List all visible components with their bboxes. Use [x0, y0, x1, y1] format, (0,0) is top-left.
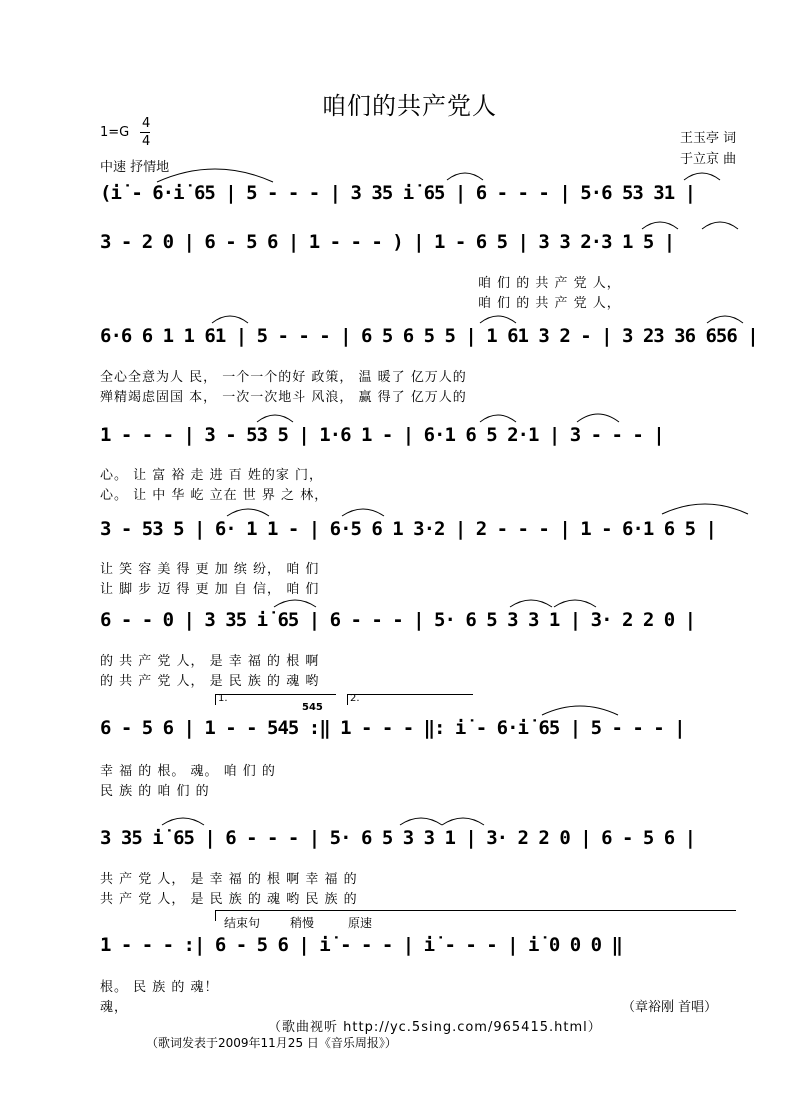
notation-line: 6·6 6 1 1 61 | 5 - - - | 6 5 6 5 5 | 1 61 3 2 - | 3 23 36 656 |	[100, 325, 758, 347]
slur	[478, 311, 518, 325]
slur	[508, 595, 554, 609]
notation-line: (i̇ - 6·i̇ 65 | 5 - - - | 3 35 i̇ 65 | 6 - - - | 5·6 53 31 |	[100, 182, 696, 204]
slur	[398, 813, 444, 827]
score-system-2	[0, 227, 790, 267]
ending-phrase-label: 结束句	[224, 916, 261, 930]
time-signature-line	[140, 132, 150, 133]
singer-credit: （章裕刚 首唱）	[622, 1000, 718, 1015]
slur	[340, 504, 386, 518]
slur	[155, 162, 275, 184]
lyricist-credit: 王玉亭 词	[680, 131, 737, 146]
listen-link-text: （歌曲视听 http://yc.5sing.com/965415.html）	[268, 1020, 602, 1035]
lyric-verse-2: 咱 们 的 共 产 党 人，	[478, 296, 621, 311]
slur	[272, 595, 318, 609]
song-title: 咱们的共产党人	[322, 92, 497, 120]
notation-line: 3 35 i̇ 65 | 6 - - - | 5· 6 5 3 3 1 | 3· 2 2 0 | 6 - 5 6 |	[100, 827, 696, 849]
slur	[540, 701, 620, 717]
slur	[160, 813, 206, 827]
tempo-marking: 中速 抒情地	[100, 160, 170, 175]
lyric-verse-2: 心。 让 中 华 屹 立在 世 界 之 林，	[100, 488, 329, 503]
slur	[660, 498, 750, 516]
slur	[682, 168, 722, 182]
lyric-verse-1: 让 笑 容 美 得 更 加 缤 纷， 咱 们	[100, 562, 320, 577]
time-signature-top: 4	[142, 116, 151, 131]
lyric-verse-2: 民 族 的 咱 们 的	[100, 784, 210, 799]
publication-note: （歌词发表于2009年11月25 日《音乐周报》）	[146, 1036, 397, 1050]
notation-line: 3 - 2 0 | 6 - 5 6 | 1 - - - ) | 1 - 6 5 | 3 3 2·3 1 5 |	[100, 231, 675, 253]
grace-notes: 545	[302, 702, 323, 713]
volta-first-label: 1.	[218, 693, 228, 704]
key-signature: 1=G	[100, 125, 130, 140]
slur	[575, 408, 621, 424]
composer-credit: 于立京 曲	[680, 152, 737, 167]
notation-line: 1 - - - | 3 - 53 5 | 1·6 1 - | 6·1 6 5 2·1 | 3 - - - |	[100, 424, 664, 446]
lyric-verse-2: 让 脚 步 迈 得 更 加 自 信， 咱 们	[100, 582, 320, 597]
slur	[700, 217, 740, 231]
score-system-1	[0, 178, 790, 218]
slur	[640, 217, 680, 231]
volta-bracket-2	[347, 694, 473, 705]
lyric-verse-2: 的 共 产 党 人， 是 民 族 的 魂 哟	[100, 674, 320, 689]
score-system-5	[0, 514, 790, 554]
lyric-verse-1: 根。 民 族 的 魂！	[100, 980, 219, 995]
score-system-8	[0, 823, 790, 863]
slur	[210, 311, 250, 325]
slur	[255, 410, 295, 424]
slur	[445, 168, 485, 182]
lyric-verse-1: 心。 让 富 裕 走 进 百 姓的家 门，	[100, 468, 324, 483]
notation-line: 6 - 5 6 | 1 - - 545 :‖ 1 - - - ‖: i̇ - 6·i̇ 65 | 5 - - - |	[100, 717, 685, 739]
slur	[225, 504, 271, 518]
slur	[478, 410, 518, 424]
slur	[552, 595, 598, 609]
slur	[705, 311, 745, 325]
score-system-3	[0, 321, 790, 361]
score-system-6	[0, 605, 790, 645]
lyric-verse-1: 共 产 党 人， 是 幸 福 的 根 啊 幸 福 的	[100, 872, 358, 887]
score-system-4	[0, 420, 790, 460]
score-system-9	[0, 930, 790, 970]
lyric-verse-2: 魂，	[100, 1000, 129, 1015]
notation-line: 1 - - - :| 6 - 5 6 | i̇ - - - | i̇ - - - | i̇ 0 0 0 ‖	[100, 934, 622, 956]
volta-second-label: 2.	[350, 693, 360, 704]
lyric-verse-2: 共 产 党 人， 是 民 族 的 魂 哟 民 族 的	[100, 892, 358, 907]
notation-line: 6 - - 0 | 3 35 i̇ 65 | 6 - - - | 5· 6 5 3 3 1 | 3· 2 2 0 |	[100, 609, 696, 631]
lyric-verse-2: 殚精竭虑固国 本， 一次一次地斗 风浪， 赢 得了 亿万人的	[100, 390, 467, 405]
original-tempo-marking: 原速	[348, 916, 373, 930]
lyric-verse-1: 全心全意为人 民， 一个一个的好 政策， 温 暖了 亿万人的	[100, 370, 467, 385]
lyric-verse-1: 的 共 产 党 人， 是 幸 福 的 根 啊	[100, 654, 320, 669]
notation-line: 3 - 53 5 | 6· 1 1 - | 6·5 6 1 3·2 | 2 - - - | 1 - 6·1 6 5 |	[100, 518, 716, 540]
time-signature-bottom: 4	[142, 134, 151, 149]
slower-marking: 稍慢	[290, 916, 315, 930]
lyric-verse-1: 幸 福 的 根。 魂。 咱 们 的	[100, 764, 276, 779]
lyric-verse-1: 咱 们 的 共 产 党 人，	[478, 276, 621, 291]
score-system-7	[0, 713, 790, 753]
slur	[440, 813, 486, 827]
